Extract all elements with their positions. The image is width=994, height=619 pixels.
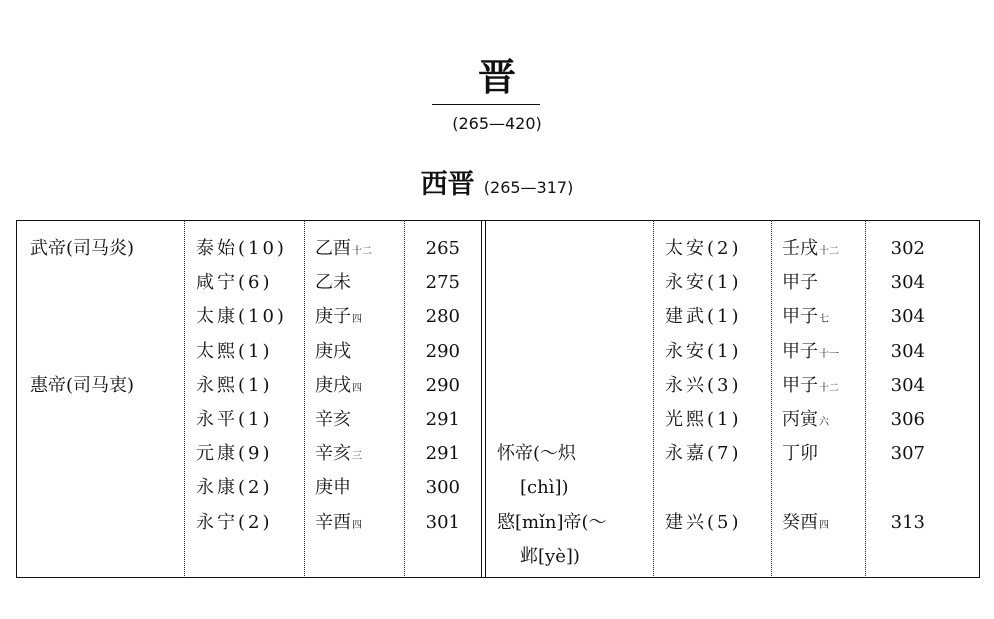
center-double-rule <box>481 220 482 578</box>
ganzhi-cell <box>315 300 362 337</box>
era-name: 永嘉(7) <box>665 443 742 465</box>
emperor-name: 愍[mǐn]帝(～ <box>497 511 607 533</box>
year-value: 280 <box>425 306 460 328</box>
ganzhi: 丁卯 <box>782 443 818 465</box>
ganzhi-cell <box>782 300 829 337</box>
era-name: 永安(1) <box>665 340 742 362</box>
era-name: 泰始(10) <box>196 238 287 259</box>
year-value: 265 <box>425 238 460 259</box>
emperor-name: 惠帝(司马衷) <box>30 374 135 396</box>
ganzhi-cell <box>315 335 351 369</box>
year-value: 302 <box>890 238 925 259</box>
era-name: 永安(1) <box>665 272 742 294</box>
ganzhi-cell <box>782 266 818 300</box>
ganzhi: 丙寅 <box>782 409 818 430</box>
ganzhi-cell <box>315 437 362 474</box>
year-value: 290 <box>425 374 460 396</box>
year-value: 304 <box>890 340 925 362</box>
column-divider <box>653 220 654 578</box>
ganzhi: 庚戌 <box>315 374 351 396</box>
month-marker: 三 <box>352 451 362 463</box>
column-divider <box>184 220 185 578</box>
ganzhi-cell <box>782 403 829 440</box>
era-name: 永兴(3) <box>665 374 742 396</box>
era-name: 太康(10) <box>196 306 287 328</box>
era-name: 元康(9) <box>196 443 273 465</box>
section-years: (265—317) <box>483 178 574 197</box>
era-name: 永熙(1) <box>196 374 273 396</box>
era-name: 太熙(1) <box>196 340 273 362</box>
month-marker: 十二 <box>819 246 839 257</box>
section-heading <box>0 168 994 205</box>
ganzhi-cell <box>315 232 372 269</box>
ganzhi-cell <box>315 266 351 300</box>
year-value: 290 <box>425 340 460 362</box>
ganzhi: 乙未 <box>315 272 351 294</box>
ganzhi: 庚子 <box>315 306 351 328</box>
month-marker: 四 <box>819 519 829 531</box>
year-value: 291 <box>425 443 460 465</box>
ganzhi-cell <box>315 403 351 437</box>
month-marker: 十一 <box>819 348 839 360</box>
ganzhi: 甲子 <box>782 306 818 328</box>
section-title: 西晋 <box>420 169 475 200</box>
year-value: 291 <box>425 409 460 430</box>
era-name: 咸宁(6) <box>196 272 273 294</box>
dynasty-years: (265—420) <box>452 114 542 133</box>
ganzhi-cell <box>782 369 839 406</box>
ganzhi-cell <box>782 232 839 269</box>
ganzhi: 甲子 <box>782 272 818 294</box>
month-marker: 四 <box>352 314 362 326</box>
year-value: 304 <box>890 306 925 328</box>
era-name: 光熙(1) <box>665 409 742 430</box>
ganzhi: 乙酉 <box>315 238 351 259</box>
ganzhi: 甲子 <box>782 340 818 362</box>
ganzhi-cell <box>782 506 829 543</box>
month-marker: 十二 <box>819 382 839 394</box>
ganzhi: 甲子 <box>782 374 818 396</box>
column-divider <box>304 220 305 578</box>
ganzhi: 庚申 <box>315 477 351 499</box>
ganzhi: 辛亥 <box>315 443 351 465</box>
year-value: 300 <box>425 477 460 499</box>
center-double-rule <box>485 220 486 578</box>
dynasty-title: 晋 <box>477 54 516 99</box>
title-rule <box>432 104 540 105</box>
emperor-name-cont: 邺[yè]) <box>520 545 580 567</box>
ganzhi-cell <box>315 369 362 406</box>
year-value: 313 <box>890 511 925 533</box>
emperor-name-cont: [chì]) <box>520 477 569 499</box>
month-marker: 四 <box>352 519 362 531</box>
ganzhi: 庚戌 <box>315 340 351 362</box>
year-value: 275 <box>425 272 460 294</box>
emperor-name: 怀帝(～炽 <box>497 443 577 465</box>
year-value: 306 <box>890 409 925 430</box>
era-name: 永宁(2) <box>196 511 273 533</box>
month-marker: 六 <box>819 417 829 428</box>
ganzhi-cell <box>315 506 362 543</box>
ganzhi: 壬戌 <box>782 238 818 259</box>
era-name: 建兴(5) <box>665 511 742 533</box>
era-name: 永康(2) <box>196 477 273 499</box>
column-divider <box>771 220 772 578</box>
era-name: 建武(1) <box>665 306 742 328</box>
year-value: 301 <box>425 511 460 533</box>
month-marker: 七 <box>819 314 829 326</box>
ganzhi-cell <box>782 437 818 471</box>
year-value: 304 <box>890 374 925 396</box>
month-marker: 四 <box>352 382 362 394</box>
ganzhi: 辛亥 <box>315 409 351 430</box>
era-name: 永平(1) <box>196 409 273 430</box>
month-marker: 十二 <box>352 246 372 257</box>
ganzhi: 癸酉 <box>782 511 818 533</box>
year-value: 307 <box>890 443 925 465</box>
emperor-name: 武帝(司马炎) <box>30 238 135 259</box>
ganzhi-cell <box>782 335 839 372</box>
ganzhi-cell <box>315 471 351 505</box>
year-value: 304 <box>890 272 925 294</box>
era-name: 太安(2) <box>665 238 742 259</box>
ganzhi: 辛酉 <box>315 511 351 533</box>
